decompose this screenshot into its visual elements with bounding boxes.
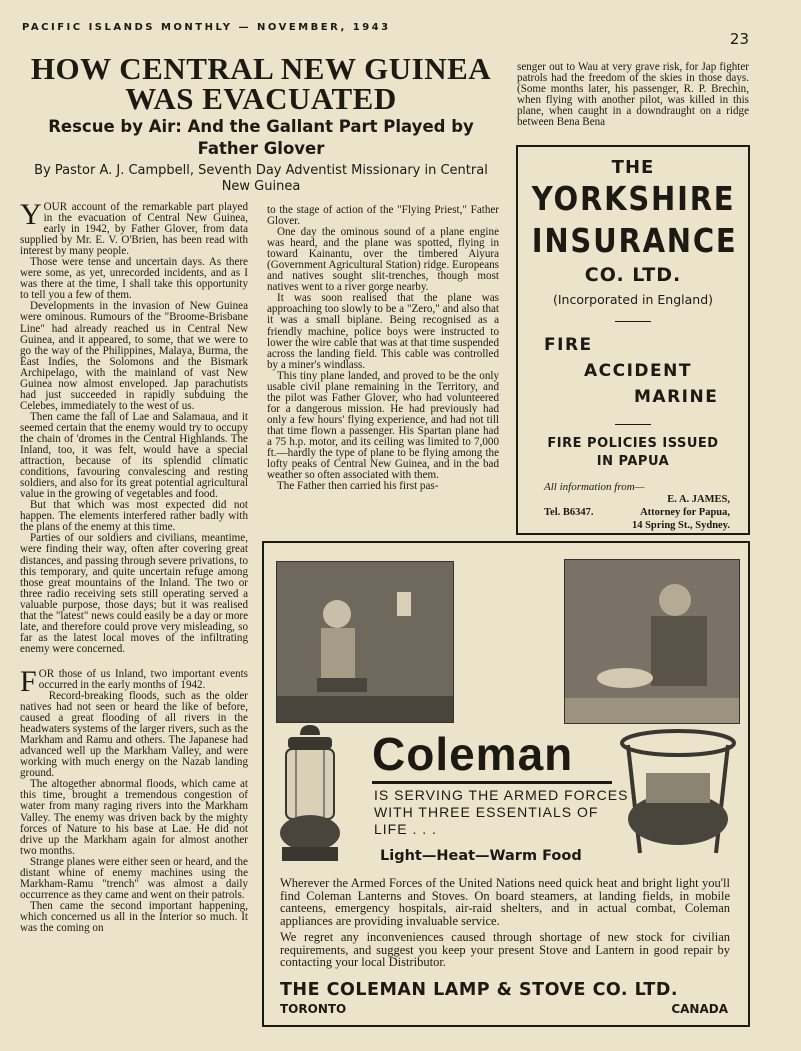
paragraph: FOR those of us Inland, two important events occurred in the early months of 1942. <box>20 664 248 698</box>
ad-agent: E. A. JAMES, <box>667 494 730 505</box>
paragraph: YOUR account of the remarkable part played in the evacuation of Central New Guinea, early in 1942, by Father Glover, from data supplied by Mr. E. V. O'Brien, has been read with interest by many people. <box>20 198 248 258</box>
ad-name-line1: YORKSHIRE <box>531 179 736 218</box>
coleman-body <box>280 877 730 972</box>
paragraph: senger out to Wau at very grave risk, for Jap fighter patrols had the freedom of the skies in those days. (Some months later, his passenger, R. P. Brechin, when flying with another pilot, was killed in this plane, when caught in a downdraught on a ridge between Bena Bena <box>517 61 749 129</box>
paragraph: The altogether abnormal floods, which came at this time, brought a tremendous congestion of water from many raging rivers into the Markham Valley. The enemy was driven back by the mighty forces of Nature to his base at Lae. He did not drive up the Markham again for almost another two months. <box>20 778 248 857</box>
paragraph: Then came the fall of Lae and Salamaua, and it seemed certain that the enemy would try to occupy the chain of 'dromes in the Central Highlands. The Inland, too, it was felt, would have a special attraction, because of its splendid climatic conditions, favouring convalescing and resting soldiers, and also for its great potential agricultural value in the growing of vegetables and food. <box>20 410 248 501</box>
paragraph: to the stage of action of the "Flying Priest," Father Glover. <box>267 204 499 228</box>
divider <box>372 781 612 784</box>
coleman-company: THE COLEMAN LAMP & STOVE CO. LTD. <box>280 980 679 1000</box>
city-toronto: TORONTO <box>280 1002 347 1016</box>
article-column-2 <box>267 205 499 492</box>
ad-line-marine: MARINE <box>634 387 719 407</box>
tagline-line: WITH THREE ESSENTIALS OF <box>374 804 599 820</box>
paragraph: This tiny plane landed, and proved to be the only usable civil plane remaining in the Territory, and the pilot was Father Glover, who had volunteered for a dangerous mission. He had previously had only a few hours' flying experience, and had not till that time flown a passenger. His Spartan plane had a 75 h.p. motor, and its ceiling was limited to 7,000 ft.—hardly the type of plane to be flying among the lofty peaks of Central New Guinea, and in the bad weather so often associated with them. <box>267 369 499 482</box>
ad-contact-line <box>518 506 748 519</box>
article-title: HOW CENTRAL NEW GUINEA WAS EVACUATED <box>30 51 492 116</box>
paragraph: Strange planes were either seen or heard, and the distant whine of enemy machines using the Markham-Ramu "trench" was almost a daily occurrence as they came and went on their patrols. <box>20 855 248 901</box>
coleman-tagline <box>374 787 628 838</box>
paragraph: One day the ominous sound of a plane engine was heard, and the plane was spotted, flying in toward Kainantu, over the timbered Aiyura (Government Agricultural Station) ridge. Europeans and natives sought slit-trenches, though most natives went to a river gorge nearby. <box>267 226 499 294</box>
paragraph: Developments in the invasion of New Guinea were ominous. Rumours of the "Broome-Brisbane Line" had already reached us in Central New Guinea, and it appeared, to some, that we were to go the way of the Philippines, Malaya, Burma, the East Indies, the Solomons and the Bismark Archipelago, with the mainland of vast New Guinea now almost enveloped. Jap parachutists had just succeeded in rapidly subduing the Celebes, immediately to the west of us. <box>20 300 248 412</box>
ad-policies-line2: IN PAPUA <box>596 454 670 469</box>
article-subtitle: Rescue by Air: And the Gallant Part Played by Father Glover <box>48 117 474 158</box>
paragraph: Wherever the Armed Forces of the United Nations need quick heat and bright light you'll find Coleman Lanterns and Stoves. On board steamers, at landing fields, in mobile canteens, emergency hospitals, air-raid shelters, and in actual combat, Coleman appliances are providing invaluable service. <box>280 876 730 929</box>
lantern-icon <box>272 723 348 873</box>
drop-cap: Y <box>20 198 42 231</box>
paragraph: Then came the second important happening, which concerned us all in the Interior so much. It was the coming on <box>20 899 248 934</box>
coleman-logo: Coleman <box>372 728 574 780</box>
article-column-1 <box>20 198 248 934</box>
ad-line-fire: FIRE <box>544 335 593 355</box>
soldier-with-lantern-illustration <box>276 561 454 723</box>
ad-the: THE <box>611 157 655 178</box>
ad-tel: Tel. B6347. <box>544 507 594 518</box>
ad-info: All information from— <box>544 481 645 493</box>
ad-incorporated: (Incorporated in England) <box>552 292 714 307</box>
paragraph: The Father then carried his first pas- <box>277 480 439 493</box>
paragraph: Record-breaking floods, such as the older natives had not seen or heard the like of before, caused a great flooding of all rivers in the headwaters systems of the larger rivers, such as the Markham and Ramu and others. The Japanese had advanced well up the Markham Valley, and were working with much energy on the Nazab landing ground. <box>20 690 248 780</box>
article-byline: By Pastor A. J. Campbell, Seventh Day Adventist Missionary in Central New Guinea <box>34 163 488 194</box>
ad-policies-line1: FIRE POLICIES ISSUED <box>547 436 719 451</box>
coleman-ad <box>262 541 750 1027</box>
ad-co-ltd: CO. LTD. <box>584 264 682 286</box>
paragraph: It was soon realised that the plane was approaching too slowly to be a "Zero," and also that it was a small biplane. Being recognised as a friendly machine, police boys were instructed to lower the wire cable that was at that time suspended across the landing field. This cable was controlled by a miner's windlass. <box>267 292 499 371</box>
stove-illustration-icon <box>565 560 739 723</box>
ad-name-line2: INSURANCE <box>531 221 738 260</box>
page-number: 23 <box>729 30 749 48</box>
divider <box>615 321 651 322</box>
soldier-with-stove-illustration <box>564 559 740 724</box>
running-header: PACIFIC ISLANDS MONTHLY — NOVEMBER, 1943 <box>22 22 391 33</box>
ad-line-accident: ACCIDENT <box>584 361 692 381</box>
coleman-essentials: Light—Heat—Warm Food <box>380 848 582 864</box>
paragraph: We regret any inconveniences caused through shortage of new stock for civilian requirements, and suggest you keep your present Stove and Lantern in good repair by contacting your local Distributor. <box>280 929 730 970</box>
yorkshire-insurance-ad <box>516 145 750 535</box>
divider <box>615 424 651 425</box>
ad-address: 14 Spring St., Sydney. <box>631 520 730 531</box>
coleman-cities <box>280 1002 728 1016</box>
drop-cap: F <box>20 664 37 698</box>
paragraph: Those were tense and uncertain days. As there were some, as yet, unrecorded incidents, and as I was there at the time, I shall take this opportunity to tell you a few of them. <box>20 256 248 302</box>
ad-agent-role: Attorney for Papua, <box>640 507 730 518</box>
city-canada: CANADA <box>671 1002 728 1016</box>
ad-lines <box>518 332 748 410</box>
paragraph: Parties of our soldiers and civilians, meantime, were finding their way, often after covering great distances, and passing through severe privations, to this temporary, and quite uncertain refuge among those great mountains of the Inland. The two or three radio receiving sets still operating served a valuable purpose, those days; but it was realised that the "latest" news could easily be a day or more late, and therefore could prove very misleading, so far as the latest local moves of the infiltrating enemy were concerned. <box>20 532 248 655</box>
paragraph: But that which was most expected did not happen. The elements interfered rather badly with the plans of the enemy at this time. <box>20 499 248 534</box>
soldier-illustration-icon <box>277 562 453 722</box>
article-column-3 <box>517 62 749 128</box>
tagline-line: IS SERVING THE ARMED FORCES <box>374 787 629 803</box>
tagline-line: LIFE . . . <box>374 821 437 837</box>
stove-icon <box>616 723 740 863</box>
